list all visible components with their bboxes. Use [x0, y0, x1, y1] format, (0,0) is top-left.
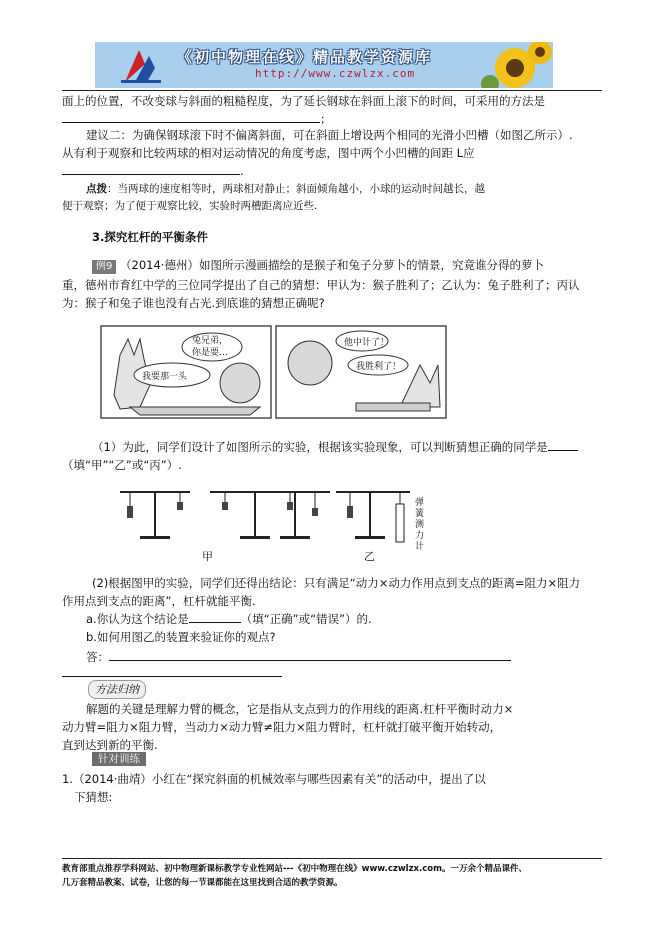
training-line-2: 下猜想:: [74, 790, 113, 804]
tip-line-1: [86, 180, 485, 198]
header-banner: [95, 42, 553, 88]
footer-line-1: 教育部重点推荐学科网站、初中物理新课标教学专业性网站---《初中物理在线》www.czwlzx.com。一万余个精品课件、: [62, 864, 527, 874]
example-tag: 例9: [92, 260, 116, 274]
lever-figure: [100, 478, 440, 566]
method-line-2: 动力臂=阻力×阻力臂，当动力×动力臂≠阻力×阻力臂时，杠杆就打破平衡开始转动，: [62, 720, 502, 734]
training-badge: 针对训练: [92, 752, 146, 766]
q1-text-1: （1）为此，同学们设计了如图所示的实验，根据该实验现象，可以判断猜想正确的同学是: [92, 440, 548, 454]
spring-scale-label: 弹簧测力计: [415, 498, 425, 552]
training-line-1: 1.（2014·曲靖）小红在“探究斜面的机械效率与哪些因素有关”的活动中，提出了以: [62, 772, 486, 786]
lever-yi: [336, 492, 410, 542]
bubble-text-4: 他中计了！: [344, 338, 390, 348]
tip-text-1: ：当两球的速度相等时，两球相对静止；斜面倾角越小，小球的运动时间越长，越: [107, 183, 485, 195]
q2-line-2: 作用点到支点的距离”，杠杆就能平衡.: [62, 594, 256, 608]
bubble-text-1: 兔兄弟，: [192, 336, 229, 346]
top-line-2-end: ；: [320, 112, 332, 126]
q1-line-1: [92, 438, 578, 456]
q2-b: b.如何用图乙的装置来验证你的观点?: [86, 630, 276, 644]
q2-line-1: (2)根据图甲的实验，同学们还得出结论：只有满足“动力×动力作用点到支点的距离=阻力×阻力: [92, 576, 581, 590]
example-line-1: [92, 256, 544, 274]
lever-jia-2: [210, 492, 300, 539]
method-badge: 方法归纳: [88, 680, 146, 699]
bubble-text-2: 你是要…: [192, 348, 229, 358]
suggestion-line-1: 建议二：为确保钢球滚下时不偏离斜面，可在斜面上增设两个相同的光滑小凹槽（如图乙所示）.: [86, 128, 573, 142]
q2-answer: [86, 648, 511, 666]
cartoon-panel-left: [101, 326, 271, 418]
header-rule: [62, 90, 602, 91]
banner-url: http://www.czwlzx.com: [255, 67, 416, 80]
answer-blank-4[interactable]: [189, 610, 241, 623]
q2-a: [86, 610, 372, 628]
example-line-3: 为：猴子和兔子谁也没有占光.到底谁的猜想正确呢?: [62, 296, 325, 310]
answer-blank-1[interactable]: [62, 110, 320, 123]
suggestion-line-3: [62, 162, 244, 180]
suggestion-line-2: 从有利于观察和比较两球的相对运动情况的角度考虑，图中两个小凹槽的间距 L应: [62, 146, 475, 160]
section-heading: 3.探究杠杆的平衡条件: [92, 230, 208, 244]
example-line-2: 重，德州市育红中学的三位同学提出了自己的猜想：甲认为：猴子胜利了；乙认为：兔子胜利了；丙认: [62, 278, 580, 292]
answer-label: 答：: [86, 650, 109, 664]
tip-line-2: 便于观察；为了便于观察比较，实验时两槽距离应近些.: [62, 200, 318, 212]
method-line-3: 直到达到新的平衡.: [62, 738, 158, 752]
answer-blank-7[interactable]: [62, 676, 282, 677]
label-jia: 甲: [202, 550, 213, 563]
q2-a-end: （填“正确”或“错误”）的.: [240, 612, 372, 626]
method-line-1: 解题的关键是理解力臂的概念，它是指从支点到力的作用线的距离.杠杆平衡时动力×: [86, 702, 514, 716]
suggestion-line-3-end: .: [240, 164, 244, 178]
banner-title: 《初中物理在线》精品教学资源库: [177, 48, 433, 66]
q1-line-2: （填“甲”“乙”或“丙”）.: [62, 458, 182, 472]
answer-blank-2[interactable]: [62, 162, 240, 175]
tip-label: 点拨: [86, 183, 107, 195]
lever-jia-1: [120, 492, 190, 539]
footer-line-2: 几万套精品教案、试卷，让您的每一节课都能在这里找到合适的教学资源。: [62, 878, 343, 888]
answer-blank-6[interactable]: [305, 648, 511, 661]
answer-blank-3[interactable]: [548, 438, 578, 451]
lever-jia-3: [260, 492, 330, 539]
cartoon-panel-right: [276, 326, 446, 418]
top-line-1: 面上的位置，不改变球与斜面的粗糙程度，为了延长钢球在斜面上滚下的时间，可采用的方法是: [62, 94, 545, 108]
q2-a-text: a.你认为这个结论是: [86, 612, 189, 626]
bubble-text-5: 我胜利了！: [356, 362, 402, 372]
bubble-text-3: 我要那一头: [142, 372, 188, 382]
example-text-1: （2014·德州）如图所示漫画描绘的是猴子和兔子分萝卜的情景，究竟谁分得的萝卜: [120, 258, 544, 272]
cartoon-figure: [100, 325, 540, 420]
label-yi: 乙: [364, 550, 375, 563]
footer-rule: [62, 858, 602, 859]
answer-blank-5[interactable]: [109, 648, 305, 661]
